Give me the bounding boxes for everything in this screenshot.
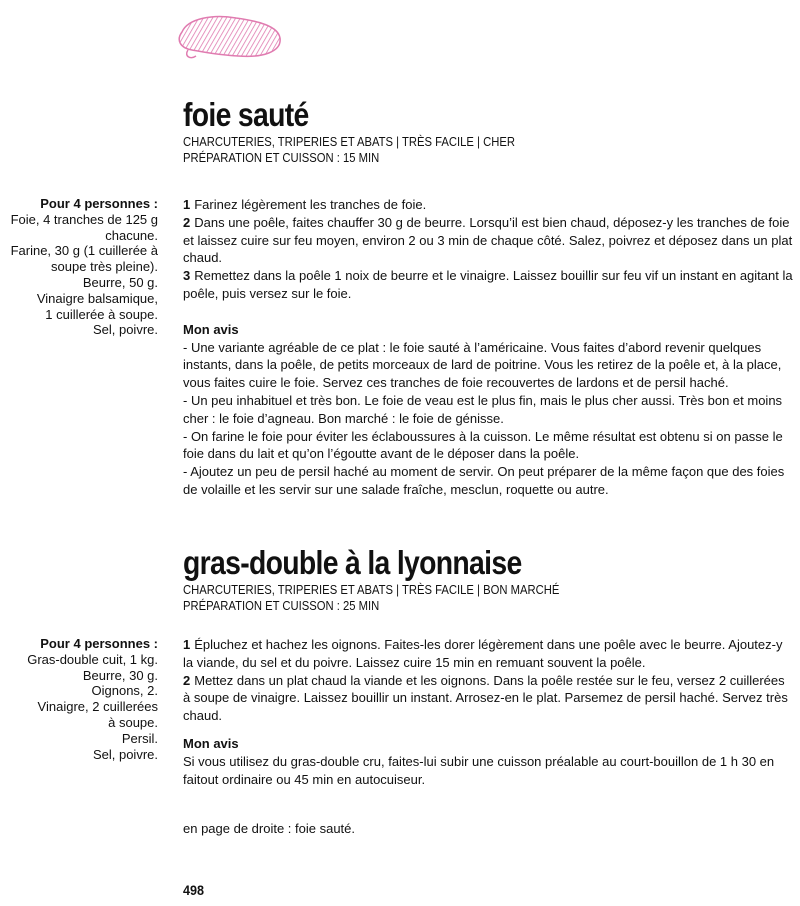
avis-line: - Une variante agréable de ce plat : le foie sauté à l’américaine. Vous faites d’abord revenir quelques instants, dans la poêle, de petits morceaux de lard de poitrine. Vous les retirez de la poêle et, à la place, vous faites cuire le foie. Servez ces tranches de foie recouvertes de lardons et de persil haché.: [183, 339, 782, 391]
step: [183, 196, 793, 214]
avis-line: - Ajoutez un peu de persil haché au moment de servir. On peut préparer de la même façon que des foies de volaille et les servir sur une salade fraîche, mesclun, roquette ou autre.: [183, 464, 785, 497]
ingredient-line: Vinaigre, 2 cuillerées: [37, 699, 158, 715]
ingredient-line: Persil.: [121, 730, 158, 746]
ingredient-line: Farine, 30 g (1 cuillerée à: [10, 243, 158, 259]
step: [183, 636, 793, 672]
step: [183, 214, 793, 267]
avis-line: Si vous utilisez du gras-double cru, faites-lui subir une cuisson préalable au court-bouillon de 1 h 30 en faitout ordinaire ou 45 min en autocuiseur.: [183, 753, 775, 787]
recipe-title: foie sauté: [183, 96, 309, 133]
step-number: 2: [183, 214, 191, 230]
ingredient-line: Gras-double cuit, 1 kg.: [27, 651, 158, 667]
avis-line: - Un peu inhabituel et très bon. Le foie de veau est le plus fin, mais le plus cher aussi. Très bon et moins cher : le foie d’agneau. Bon marché : le foie de génisse.: [183, 392, 783, 426]
step-text: Remettez dans la poêle 1 noix de beurre et le vinaigre. Laissez bouillir sur feu vif un instant en agitant la poêle, puis versez sur le foie.: [183, 268, 793, 301]
ingredient-line: Vinaigre balsamique,: [36, 290, 158, 306]
recipe-meta: [183, 582, 559, 614]
ingredients-list: [0, 636, 158, 762]
ingredient-line: Beurre, 30 g.: [82, 667, 158, 683]
step-number: 1: [183, 197, 191, 212]
recipe-time: PRÉPARATION ET CUISSON : 25 MIN: [183, 599, 380, 613]
step: [183, 672, 793, 725]
recipe-instructions: [183, 196, 793, 499]
step-number: 3: [183, 268, 191, 284]
page-number: 498: [183, 882, 205, 898]
step: [183, 267, 793, 303]
recipe-time: PRÉPARATION ET CUISSON : 15 MIN: [183, 151, 380, 165]
step-number: 1: [183, 637, 191, 652]
step-text: Farinez légèrement les tranches de foie.: [194, 197, 427, 212]
ingredient-line: Sel, poivre.: [92, 746, 158, 762]
step-text: Épluchez et hachez les oignons. Faites-les dorer légèrement dans une poêle avec le beurre. Ajoutez-y la viande, du sel et du poivre. Laissez cuire 15 min en remuant souvent la poêle.: [183, 637, 783, 670]
step-text: Dans une poêle, faites chauffer 30 g de beurre. Lorsqu’il est bien chaud, déposez-y les tranches de foie et laissez cuire sur feu moyen, environ 2 ou 3 min de chaque côté. Salez, poivrez et déposez dans un plat chaud.: [183, 214, 793, 266]
ingredients-list: [0, 196, 158, 338]
ingredient-line: soupe très pleine).: [51, 259, 158, 275]
step-number: 2: [183, 672, 191, 688]
recipe-category: CHARCUTERIES, TRIPERIES ET ABATS | TRÈS FACILE | CHER: [183, 135, 515, 149]
ingredient-line: Oignons, 2.: [91, 683, 158, 699]
liver-icon: [174, 12, 284, 62]
recipe-instructions: [183, 636, 793, 788]
ingredient-line: Foie, 4 tranches de 125 g: [10, 211, 158, 227]
recipe-meta: [183, 134, 515, 166]
ingredient-line: 1 cuillerée à soupe.: [45, 306, 158, 322]
ingredient-line: à soupe.: [108, 714, 158, 730]
ingredient-line: chacune.: [105, 227, 158, 243]
ingredients-title: Pour 4 personnes :: [40, 636, 158, 651]
step-text: Mettez dans un plat chaud la viande et les oignons. Dans la poêle restée sur le feu, versez 2 cuillerées à soupe de vinaigre. Laissez bouillir un instant. Arrosez-en le plat. Parsemez de persil haché. Servez très chaud.: [183, 672, 788, 724]
ingredient-line: Beurre, 50 g.: [82, 274, 158, 290]
recipe-category: CHARCUTERIES, TRIPERIES ET ABATS | TRÈS FACILE | BON MARCHÉ: [183, 583, 560, 597]
recipe-title: gras-double à la lyonnaise: [183, 544, 522, 581]
ingredients-title: Pour 4 personnes :: [40, 196, 158, 211]
avis-title: Mon avis: [183, 321, 239, 337]
avis-title: Mon avis: [183, 735, 239, 751]
cross-reference-note: en page de droite : foie sauté.: [183, 821, 356, 836]
avis-line: - On farine le foie pour éviter les éclaboussures à la cuisson. Le même résultat est obtenu si on passe le foie dans du lait et qu’on l’égoutte avant de le déposer dans la poêle.: [183, 428, 783, 462]
ingredient-line: Sel, poivre.: [92, 322, 158, 338]
